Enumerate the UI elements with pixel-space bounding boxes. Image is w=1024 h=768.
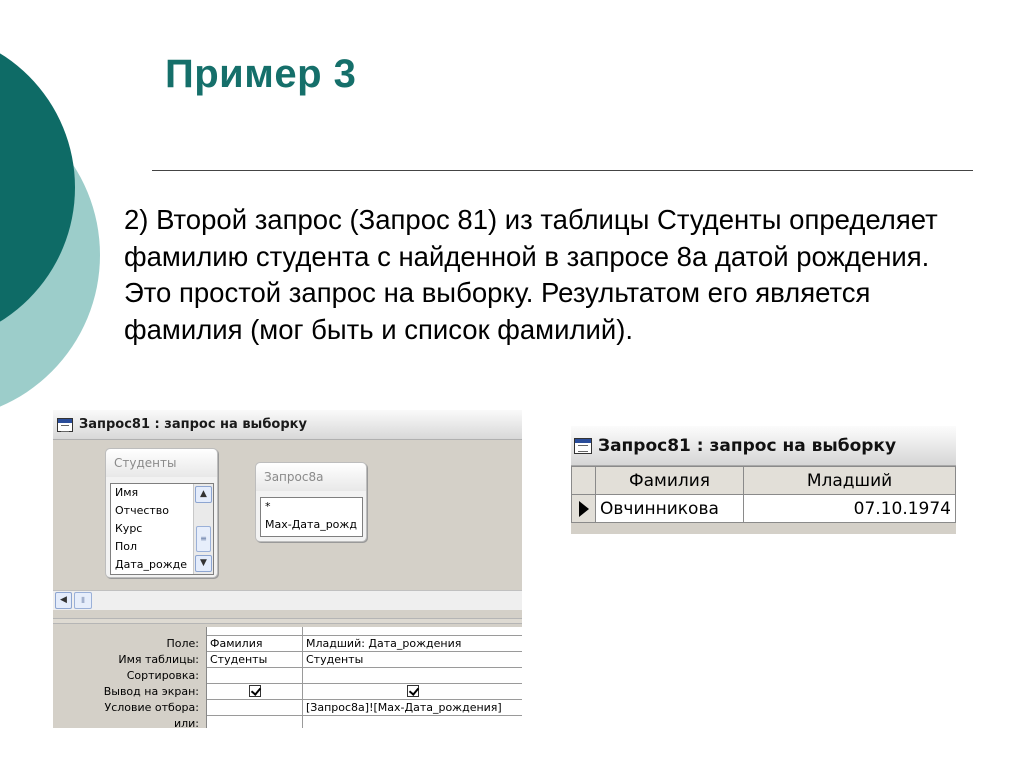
pane-splitter[interactable] xyxy=(53,618,522,624)
slide-title: Пример 3 xyxy=(165,52,357,96)
query-icon xyxy=(57,418,73,432)
cell-youngest[interactable]: 07.10.1974 xyxy=(744,495,956,523)
grid-label-show: Вывод на экран: xyxy=(103,685,199,698)
grid-label-field: Поле: xyxy=(166,637,199,650)
design-window-title: Запрос81 : запрос на выборку xyxy=(79,417,307,432)
grid-cell[interactable]: Младший: Дата_рождения xyxy=(306,637,462,650)
query-design-window xyxy=(53,410,522,728)
grid-row-criteria xyxy=(207,700,522,716)
result-datasheet xyxy=(571,466,956,523)
design-window-titlebar[interactable] xyxy=(53,410,522,440)
table-diagram-area xyxy=(53,440,522,588)
scroll-left-arrow-icon[interactable]: ◀ xyxy=(55,592,72,609)
grid-column-selectors xyxy=(207,627,522,636)
field-item[interactable]: Пол xyxy=(115,540,138,553)
table-box-students-title: Студенты xyxy=(106,449,217,477)
select-all-corner[interactable] xyxy=(572,467,596,495)
column-selector[interactable] xyxy=(303,627,522,635)
title-divider xyxy=(152,170,973,171)
show-checkbox[interactable] xyxy=(407,685,419,697)
column-selector[interactable] xyxy=(207,627,303,635)
grid-cell[interactable] xyxy=(207,684,303,699)
field-list-scrollbar[interactable] xyxy=(193,484,213,574)
record-selector[interactable] xyxy=(572,495,596,523)
grid-label-table: Имя таблицы: xyxy=(118,653,199,666)
grid-cell[interactable]: Фамилия xyxy=(207,636,303,651)
grid-cell[interactable] xyxy=(303,716,522,728)
field-item[interactable]: Max-Дата_рожд xyxy=(265,518,357,531)
result-window-titlebar[interactable] xyxy=(571,426,956,466)
grid-label-sort: Сортировка: xyxy=(126,669,199,682)
grid-cell[interactable] xyxy=(207,700,303,715)
field-item[interactable]: Курс xyxy=(115,522,143,535)
grid-row-or xyxy=(207,716,522,728)
grid-row-field xyxy=(207,636,522,652)
field-item[interactable]: * xyxy=(265,500,271,513)
scroll-down-arrow-icon[interactable]: ▼ xyxy=(195,555,212,572)
grid-cell[interactable]: [Запрос8а]![Max-Дата_рождения] xyxy=(306,701,502,714)
design-grid-labels xyxy=(53,636,203,728)
table-box-query8a-title: Запрос8а xyxy=(256,463,366,491)
show-checkbox[interactable] xyxy=(249,685,261,697)
scroll-thumb[interactable]: ⦀ xyxy=(74,592,92,609)
result-window-title: Запрос81 : запрос на выборку xyxy=(598,435,897,456)
grid-row-show xyxy=(207,684,522,700)
current-record-arrow-icon xyxy=(579,501,589,517)
grid-cell[interactable]: Студенты xyxy=(306,653,364,666)
query8a-field-list xyxy=(260,497,363,537)
column-header-youngest[interactable]: Младший xyxy=(744,467,956,495)
diagram-horizontal-scrollbar[interactable] xyxy=(53,590,522,610)
grid-label-criteria: Условие отбора: xyxy=(104,701,199,714)
cell-surname[interactable]: Овчинникова xyxy=(596,495,744,523)
students-field-list xyxy=(110,483,214,575)
grid-cell[interactable] xyxy=(303,684,522,699)
grid-cell[interactable]: Студенты xyxy=(207,652,303,667)
field-item[interactable]: Дата_рожде xyxy=(115,558,187,571)
grid-cell[interactable] xyxy=(207,716,303,728)
query-result-window xyxy=(571,426,956,534)
column-header-surname[interactable]: Фамилия xyxy=(596,467,744,495)
table-row xyxy=(572,495,956,523)
field-item[interactable]: Имя xyxy=(115,486,139,499)
table-box-students[interactable] xyxy=(105,448,218,578)
scroll-up-arrow-icon[interactable]: ▲ xyxy=(195,486,212,503)
field-item[interactable]: Отчество xyxy=(115,504,170,517)
grid-row-sort xyxy=(207,668,522,684)
grid-cell[interactable] xyxy=(207,668,303,683)
grid-cell[interactable] xyxy=(303,668,522,683)
grid-row-table xyxy=(207,652,522,668)
query-icon xyxy=(574,438,592,454)
datasheet-header-row xyxy=(572,467,956,495)
table-box-query8a[interactable] xyxy=(255,462,367,542)
design-grid xyxy=(206,627,522,728)
grid-label-or: или: xyxy=(173,717,199,728)
slide-body-text: 2) Второй запрос (Запрос 81) из таблицы Студенты определяет фамилию студента с найденной в запросе 8а датой рождения. Это простой запрос на выборку. Результатом его является фамилия (мог быть и список фамилий). xyxy=(124,204,938,345)
scroll-thumb[interactable]: ≡ xyxy=(196,526,211,552)
